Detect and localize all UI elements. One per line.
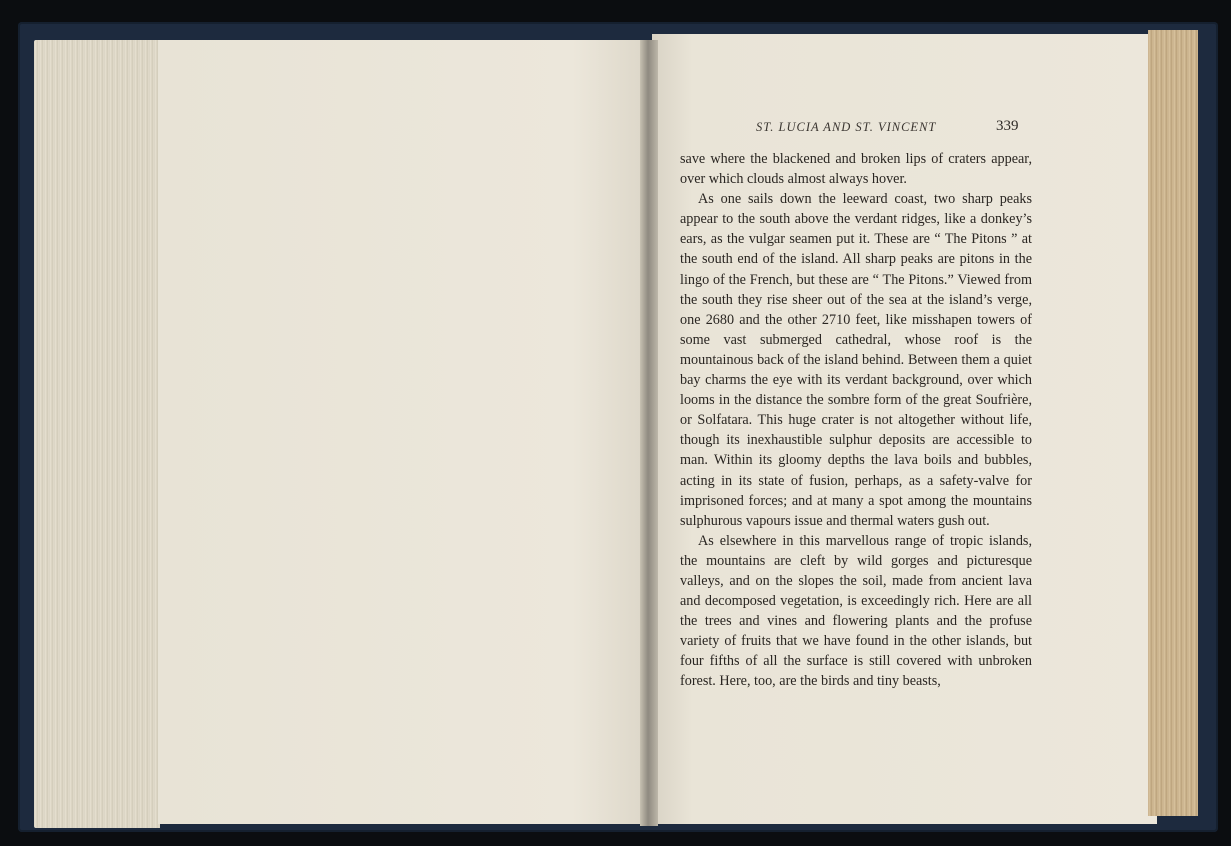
blank-left-page <box>158 40 646 824</box>
page-number: 339 <box>996 118 1019 134</box>
paragraph: save where the blackened and broken lips of craters appear, over which clouds almost always hover. <box>680 151 1032 188</box>
left-page-edges <box>34 40 160 828</box>
paragraph: As one sails down the leeward coast, two sharp peaks appear to the south above the verdant ridges, like a donkey’s ears, as the vulgar seamen put it. These are “ The Pitons ” at the south end of the island. All sharp peaks are pitons in the lingo of the French, but these are “ The Pitons.” Viewed from the south they rise sheer out of the sea at the island’s verge, one 2680 and the other 2710 feet, like misshapen towers of some vast submerged cathedral, whose roof is the mountainous back of the island behind. Between them a quiet bay charms the eye with its verdant background, over which looms in the distance the sombre form of the great Soufrière, or Solfatara. This huge crater is not altogether without life, though its inexhaustible sulphur deposits are accessible to man. Within its gloomy depths the lava boils and bubbles, acting in its state of fusion, perhaps, as a safety-valve for imprisoned forces; and at many a spot among the mountains sulphurous vapours issue and thermal waters gush out. <box>680 191 1032 529</box>
running-header-title: ST. LUCIA AND ST. VINCENT <box>756 120 937 134</box>
page-body <box>680 149 1032 692</box>
paragraph: As elsewhere in this marvellous range of tropic islands, the mountains are cleft by wild gorges and picturesque valleys, and on the slopes the soil, made from ancient lava and decomposed vegetation, is exceedingly rich. Here are all the trees and vines and flowering plants and the profuse variety of fruits that we have found in the other islands, but four fifths of all the surface is still covered with unbroken forest. Here, too, are the birds and tiny beasts, <box>680 532 1032 690</box>
book-gutter <box>640 40 658 826</box>
right-page-edges <box>1148 30 1198 816</box>
